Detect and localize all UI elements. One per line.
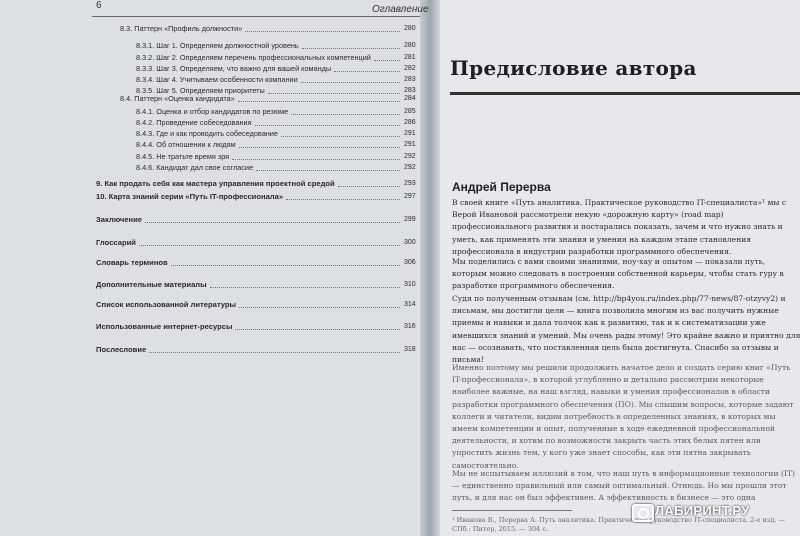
toc-leader-dots <box>281 136 400 137</box>
toc-leader-dots <box>149 352 400 353</box>
toc-leader-dots <box>302 48 400 49</box>
toc-leader-dots <box>245 31 400 32</box>
toc-leader-dots <box>286 199 400 200</box>
chapter-title: Предисловие автора <box>450 56 697 80</box>
toc-entry-text: 8.4.1. Оценка и отбор кандидатов по резюме <box>136 107 289 116</box>
toc-page-number: 310 <box>404 281 416 288</box>
toc-page-number: 291 <box>404 130 416 137</box>
toc-entry-text: 8.3.2. Шаг 2. Определяем перечень профессиональных компетенций <box>136 53 371 62</box>
toc-leader-dots <box>232 159 400 160</box>
paragraph-4: Именно поэтому мы решили продолжить начатое дело и создать серию книг «Путь IT-профессионала», в которой углубленно и детально рассмотрим некоторые наиболее важные, на наш взгляд, навыки и умения профессионалов в области разработки программного обеспечения (ПО). Мы слышим вопросы, которые задают коллеги и читатели, видим потребность в определенных знаниях, в которых мы имеем компетенции и опыт, полученные в ходе ежедневной профессиональной деятельности, и хотим по возможности закрыть часть этих белых пятен или упростить жизнь тем, у кого уже знает способы, как эти пятна закрывать самостоятельно. <box>452 363 794 470</box>
toc-page-number: 280 <box>404 25 416 32</box>
author-name: Андрей Перерва <box>452 180 551 194</box>
header-rule <box>92 16 420 17</box>
toc-entry-text: 8.4.5. Не тратьте время зря <box>136 152 230 161</box>
toc-page-number: 300 <box>404 239 416 246</box>
toc-leader-dots <box>338 186 400 187</box>
toc-entry-text: 8.4. Паттерн «Оценка кандидата» <box>120 94 235 103</box>
toc-entry-text: Использованные интернет-ресурсы <box>96 322 233 331</box>
toc-entry-text: 8.3. Паттерн «Профиль должности» <box>120 24 243 33</box>
toc-entry-text: 8.4.4. Об отношении к людям <box>136 140 236 149</box>
toc-leader-dots <box>255 125 400 126</box>
toc-entry-text: 8.4.6. Кандидат дал свое согласие <box>136 163 254 172</box>
toc-page-number: 286 <box>404 119 416 126</box>
toc-leader-dots <box>139 245 400 246</box>
toc-entry-text: 8.3.4. Шаг 4. Учитываем особенности компании <box>136 75 298 84</box>
left-running-title: Оглавление <box>372 4 429 15</box>
toc-leader-dots <box>268 93 400 94</box>
toc-entry-text: Послесловие <box>96 345 147 354</box>
toc-leader-dots <box>239 307 400 308</box>
toc-page-number: 318 <box>404 346 416 353</box>
paragraph-1: В своей книге «Путь аналитика. Практическое руководство IT-специалиста»¹ мы с Верой Ивановой рассмотрели некую «дорожную карту» (road map) профессионального развития и постарались показать, зачем и что нужно знать и уметь, как применять эти знания и умения на каждом этапе становления профессионала в индустрии разработки программного обеспечения. <box>452 198 787 256</box>
toc-page-number: 292 <box>404 153 416 160</box>
toc-entry-text: 9. Как продать себя как мастера управления проектной средой <box>96 179 335 188</box>
toc-leader-dots <box>291 114 400 115</box>
toc-entry-text: 10. Карта знаний серии «Путь IT-профессионала» <box>96 192 284 201</box>
toc-page-number: 299 <box>404 216 416 223</box>
paragraph-3: Судя по полученным отзывам (см. http://bp4you.ru/index.php/77-news/87-otzyvy2) и письмам, мы достигли цели — книга позволила многим из вас получить нужные приемы и навыки и дала толчок как к развитию, так и к систематизации уже имевшихся знаний и умений. Мы очень рады этому! Это крайне важно и приятно для нас — осознавать, что поставленная цель была достигнута. Спасибо за отзывы и письма! <box>452 294 800 365</box>
toc-entry-text: Глоссарий <box>96 238 136 247</box>
toc-leader-dots <box>256 170 400 171</box>
toc-page-number: 283 <box>404 87 416 94</box>
toc-page-number: 293 <box>404 180 416 187</box>
toc-leader-dots <box>145 222 400 223</box>
toc-page-number: 291 <box>404 141 416 148</box>
toc-leader-dots <box>235 329 400 330</box>
toc-entry-text: 8.3.3. Шаг 3. Определяем, что важно для вашей команды <box>136 64 332 73</box>
toc-leader-dots <box>238 101 400 102</box>
toc-entry-text: 8.4.3. Где и как проводить собеседование <box>136 129 278 138</box>
toc-page-number: 281 <box>404 54 416 61</box>
footnote: ¹ Иванова В., Перерва А. Путь аналитика. Практическое руководство IT-специалиста. 2-е изд. — СПб.: Питер, 2015. — 304 с. <box>452 516 785 533</box>
paragraph-5: Мы не испытываем иллюзий в том, что наш путь в информационные технологии (IT) — единственно правильный или самый оптимальный. Отнюдь. Но мы прошли этот путь, и для нас он был эффективен. А эффективность в бизнесе — это одна <box>452 469 795 503</box>
toc-page-number: 283 <box>404 76 416 83</box>
footnote-rule <box>452 510 572 511</box>
left-page-number: 6 <box>96 0 102 11</box>
toc-entry-text: Дополнительные материалы <box>96 280 207 289</box>
toc-entry-text: 8.4.2. Проведение собеседования <box>136 118 252 127</box>
toc-page-number: 314 <box>404 301 416 308</box>
book-gutter <box>420 0 440 536</box>
toc-entry-text: 8.3.5. Шаг 5. Определяем приоритеты <box>136 86 265 95</box>
toc-page-number: 284 <box>404 95 416 102</box>
toc-page-number: 297 <box>404 193 416 200</box>
toc-page-number: 285 <box>404 108 416 115</box>
toc-page-number: 280 <box>404 42 416 49</box>
toc-leader-dots <box>334 71 400 72</box>
paragraph-2: Мы поделились с вами своими знаниями, ноу-хау и опытом — показали путь, которым можно следовать в построении собственной карьеры, чтобы стать гуру в разработке программного обеспечения. <box>452 257 784 291</box>
toc-page-number: 306 <box>404 259 416 266</box>
camera-icon <box>632 504 654 522</box>
toc-entry-text: 8.3.1. Шаг 1. Определяем должностной уровень <box>136 41 299 50</box>
toc-leader-dots <box>210 287 400 288</box>
chapter-rule <box>450 92 800 95</box>
watermark: ЛАБИРИНТ.РУ <box>655 503 750 518</box>
toc-page-number: 282 <box>404 65 416 72</box>
toc-entry-text: Список использованной литературы <box>96 300 236 309</box>
toc-leader-dots <box>239 147 400 148</box>
toc-entry-text: Словарь терминов <box>96 258 168 267</box>
toc-page-number: 292 <box>404 164 416 171</box>
toc-entry-text: Заключение <box>96 215 143 224</box>
toc-leader-dots <box>301 82 400 83</box>
toc-page-number: 316 <box>404 323 416 330</box>
toc-leader-dots <box>374 60 400 61</box>
toc-leader-dots <box>171 265 400 266</box>
